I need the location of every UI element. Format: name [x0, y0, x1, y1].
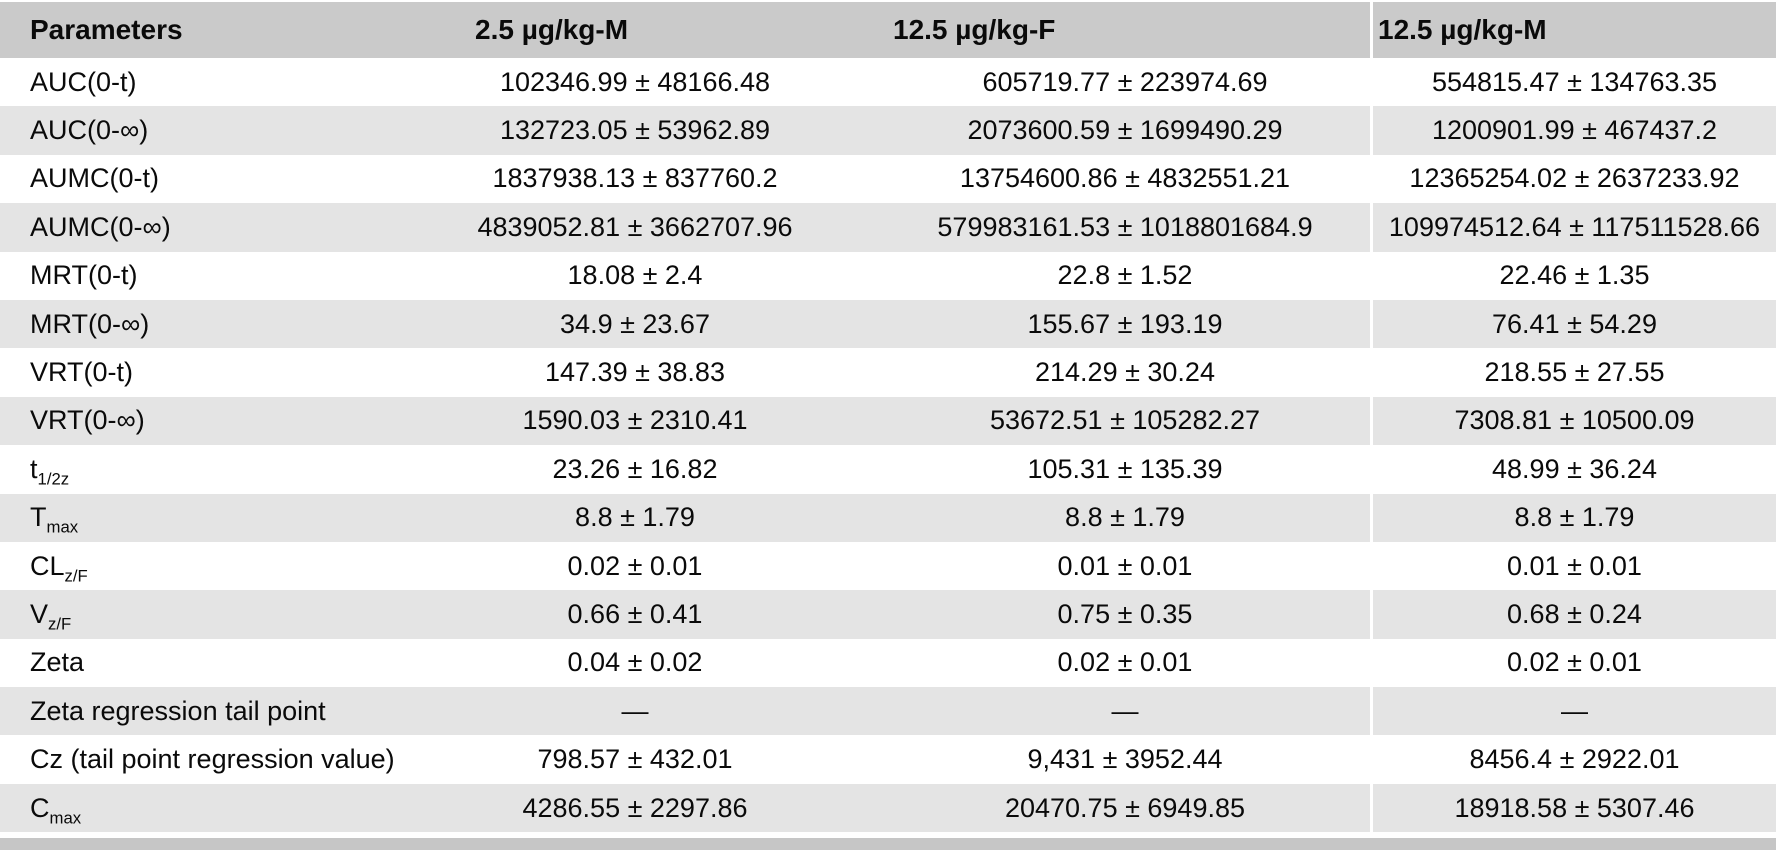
value-cell: 48.99 ± 36.24: [1370, 445, 1776, 493]
column-header-dose-12_5-f: 12.5 µg/kg-F: [880, 2, 1370, 58]
table-row: [0, 397, 1776, 445]
table-row: [0, 58, 1776, 106]
value-cell: 0.04 ± 0.02: [390, 639, 880, 687]
value-cell: 102346.99 ± 48166.48: [390, 58, 880, 106]
table-row: [0, 348, 1776, 396]
value-cell: —: [390, 687, 880, 735]
parameter-subscript: z/F: [64, 565, 88, 585]
parameter-cell: AUC(0-∞): [0, 106, 390, 154]
table-row: [0, 494, 1776, 542]
parameter-subscript: max: [49, 807, 82, 827]
parameter-subscript: 1/2z: [37, 469, 70, 489]
parameter-cell: Zeta: [0, 639, 390, 687]
table-row: [0, 445, 1776, 493]
parameter-cell: $V_{z/F}$: [0, 590, 390, 638]
table-row: [0, 590, 1776, 638]
value-cell: 798.57 ± 432.01: [390, 735, 880, 783]
value-cell: 22.8 ± 1.52: [880, 252, 1370, 300]
table-row: [0, 106, 1776, 154]
table-header: [0, 2, 1776, 58]
parameter-cell: AUC(0-t): [0, 58, 390, 106]
value-cell: 0.01 ± 0.01: [880, 542, 1370, 590]
value-cell: 4286.55 ± 2297.86: [390, 784, 880, 832]
value-cell: 12365254.02 ± 2637233.92: [1370, 155, 1776, 203]
parameter-cell: $T_{max}$: [0, 494, 390, 542]
table-row: [0, 203, 1776, 251]
value-cell: 53672.51 ± 105282.27: [880, 397, 1370, 445]
value-cell: 4839052.81 ± 3662707.96: [390, 203, 880, 251]
table-bottom-border: [0, 838, 1776, 850]
value-cell: 22.46 ± 1.35: [1370, 252, 1776, 300]
value-cell: 0.01 ± 0.01: [1370, 542, 1776, 590]
parameter-cell: Zeta regression tail point: [0, 687, 390, 735]
parameter-cell: MRT(0-∞): [0, 300, 390, 348]
value-cell: 18918.58 ± 5307.46: [1370, 784, 1776, 832]
header-row: [0, 2, 1776, 58]
column-header-dose-12_5-m: 12.5 µg/kg-M: [1370, 2, 1776, 58]
value-cell: 0.02 ± 0.01: [880, 639, 1370, 687]
value-cell: 579983161.53 ± 1018801684.9: [880, 203, 1370, 251]
value-cell: 132723.05 ± 53962.89: [390, 106, 880, 154]
value-cell: 155.67 ± 193.19: [880, 300, 1370, 348]
value-cell: 605719.77 ± 223974.69: [880, 58, 1370, 106]
value-cell: 0.68 ± 0.24: [1370, 590, 1776, 638]
value-cell: 105.31 ± 135.39: [880, 445, 1370, 493]
value-cell: 8.8 ± 1.79: [390, 494, 880, 542]
parameter-cell: $t_{1/2z}$: [0, 445, 390, 493]
table-row: [0, 542, 1776, 590]
value-cell: —: [1370, 687, 1776, 735]
column-header-parameters: Parameters: [0, 2, 390, 58]
value-cell: —: [880, 687, 1370, 735]
value-cell: 0.02 ± 0.01: [1370, 639, 1776, 687]
value-cell: 1200901.99 ± 467437.2: [1370, 106, 1776, 154]
value-cell: 13754600.86 ± 4832551.21: [880, 155, 1370, 203]
table-row: [0, 687, 1776, 735]
parameter-cell: AUMC(0-∞): [0, 203, 390, 251]
value-cell: 0.66 ± 0.41: [390, 590, 880, 638]
value-cell: 147.39 ± 38.83: [390, 348, 880, 396]
parameter-cell: $CL_{z/F}$: [0, 542, 390, 590]
parameter-cell: AUMC(0-t): [0, 155, 390, 203]
table-row: [0, 155, 1776, 203]
value-cell: 7308.81 ± 10500.09: [1370, 397, 1776, 445]
parameter-cell: MRT(0-t): [0, 252, 390, 300]
value-cell: 0.02 ± 0.01: [390, 542, 880, 590]
value-cell: 2073600.59 ± 1699490.29: [880, 106, 1370, 154]
table-row: [0, 639, 1776, 687]
value-cell: 8.8 ± 1.79: [1370, 494, 1776, 542]
table-row: [0, 300, 1776, 348]
table-row: [0, 784, 1776, 832]
parameter-subscript: z/F: [48, 614, 72, 634]
value-cell: 554815.47 ± 134763.35: [1370, 58, 1776, 106]
value-cell: 76.41 ± 54.29: [1370, 300, 1776, 348]
value-cell: 18.08 ± 2.4: [390, 252, 880, 300]
value-cell: 1837938.13 ± 837760.2: [390, 155, 880, 203]
value-cell: 1590.03 ± 2310.41: [390, 397, 880, 445]
parameter-subscript: max: [46, 517, 79, 537]
value-cell: 0.75 ± 0.35: [880, 590, 1370, 638]
value-cell: 34.9 ± 23.67: [390, 300, 880, 348]
value-cell: 8456.4 ± 2922.01: [1370, 735, 1776, 783]
parameter-cell: VRT(0-t): [0, 348, 390, 396]
value-cell: 20470.75 ± 6949.85: [880, 784, 1370, 832]
pk-parameters-table: [0, 2, 1776, 832]
value-cell: 23.26 ± 16.82: [390, 445, 880, 493]
value-cell: 218.55 ± 27.55: [1370, 348, 1776, 396]
value-cell: 9,431 ± 3952.44: [880, 735, 1370, 783]
parameter-cell: $C_{max}$: [0, 784, 390, 832]
value-cell: 214.29 ± 30.24: [880, 348, 1370, 396]
parameter-cell: VRT(0-∞): [0, 397, 390, 445]
column-header-dose-2_5-m: 2.5 µg/kg-M: [390, 2, 880, 58]
value-cell: 109974512.64 ± 117511528.66: [1370, 203, 1776, 251]
table-body: [0, 58, 1776, 832]
parameter-cell: Cz (tail point regression value): [0, 735, 390, 783]
value-cell: 8.8 ± 1.79: [880, 494, 1370, 542]
table-row: [0, 735, 1776, 783]
table-row: [0, 252, 1776, 300]
